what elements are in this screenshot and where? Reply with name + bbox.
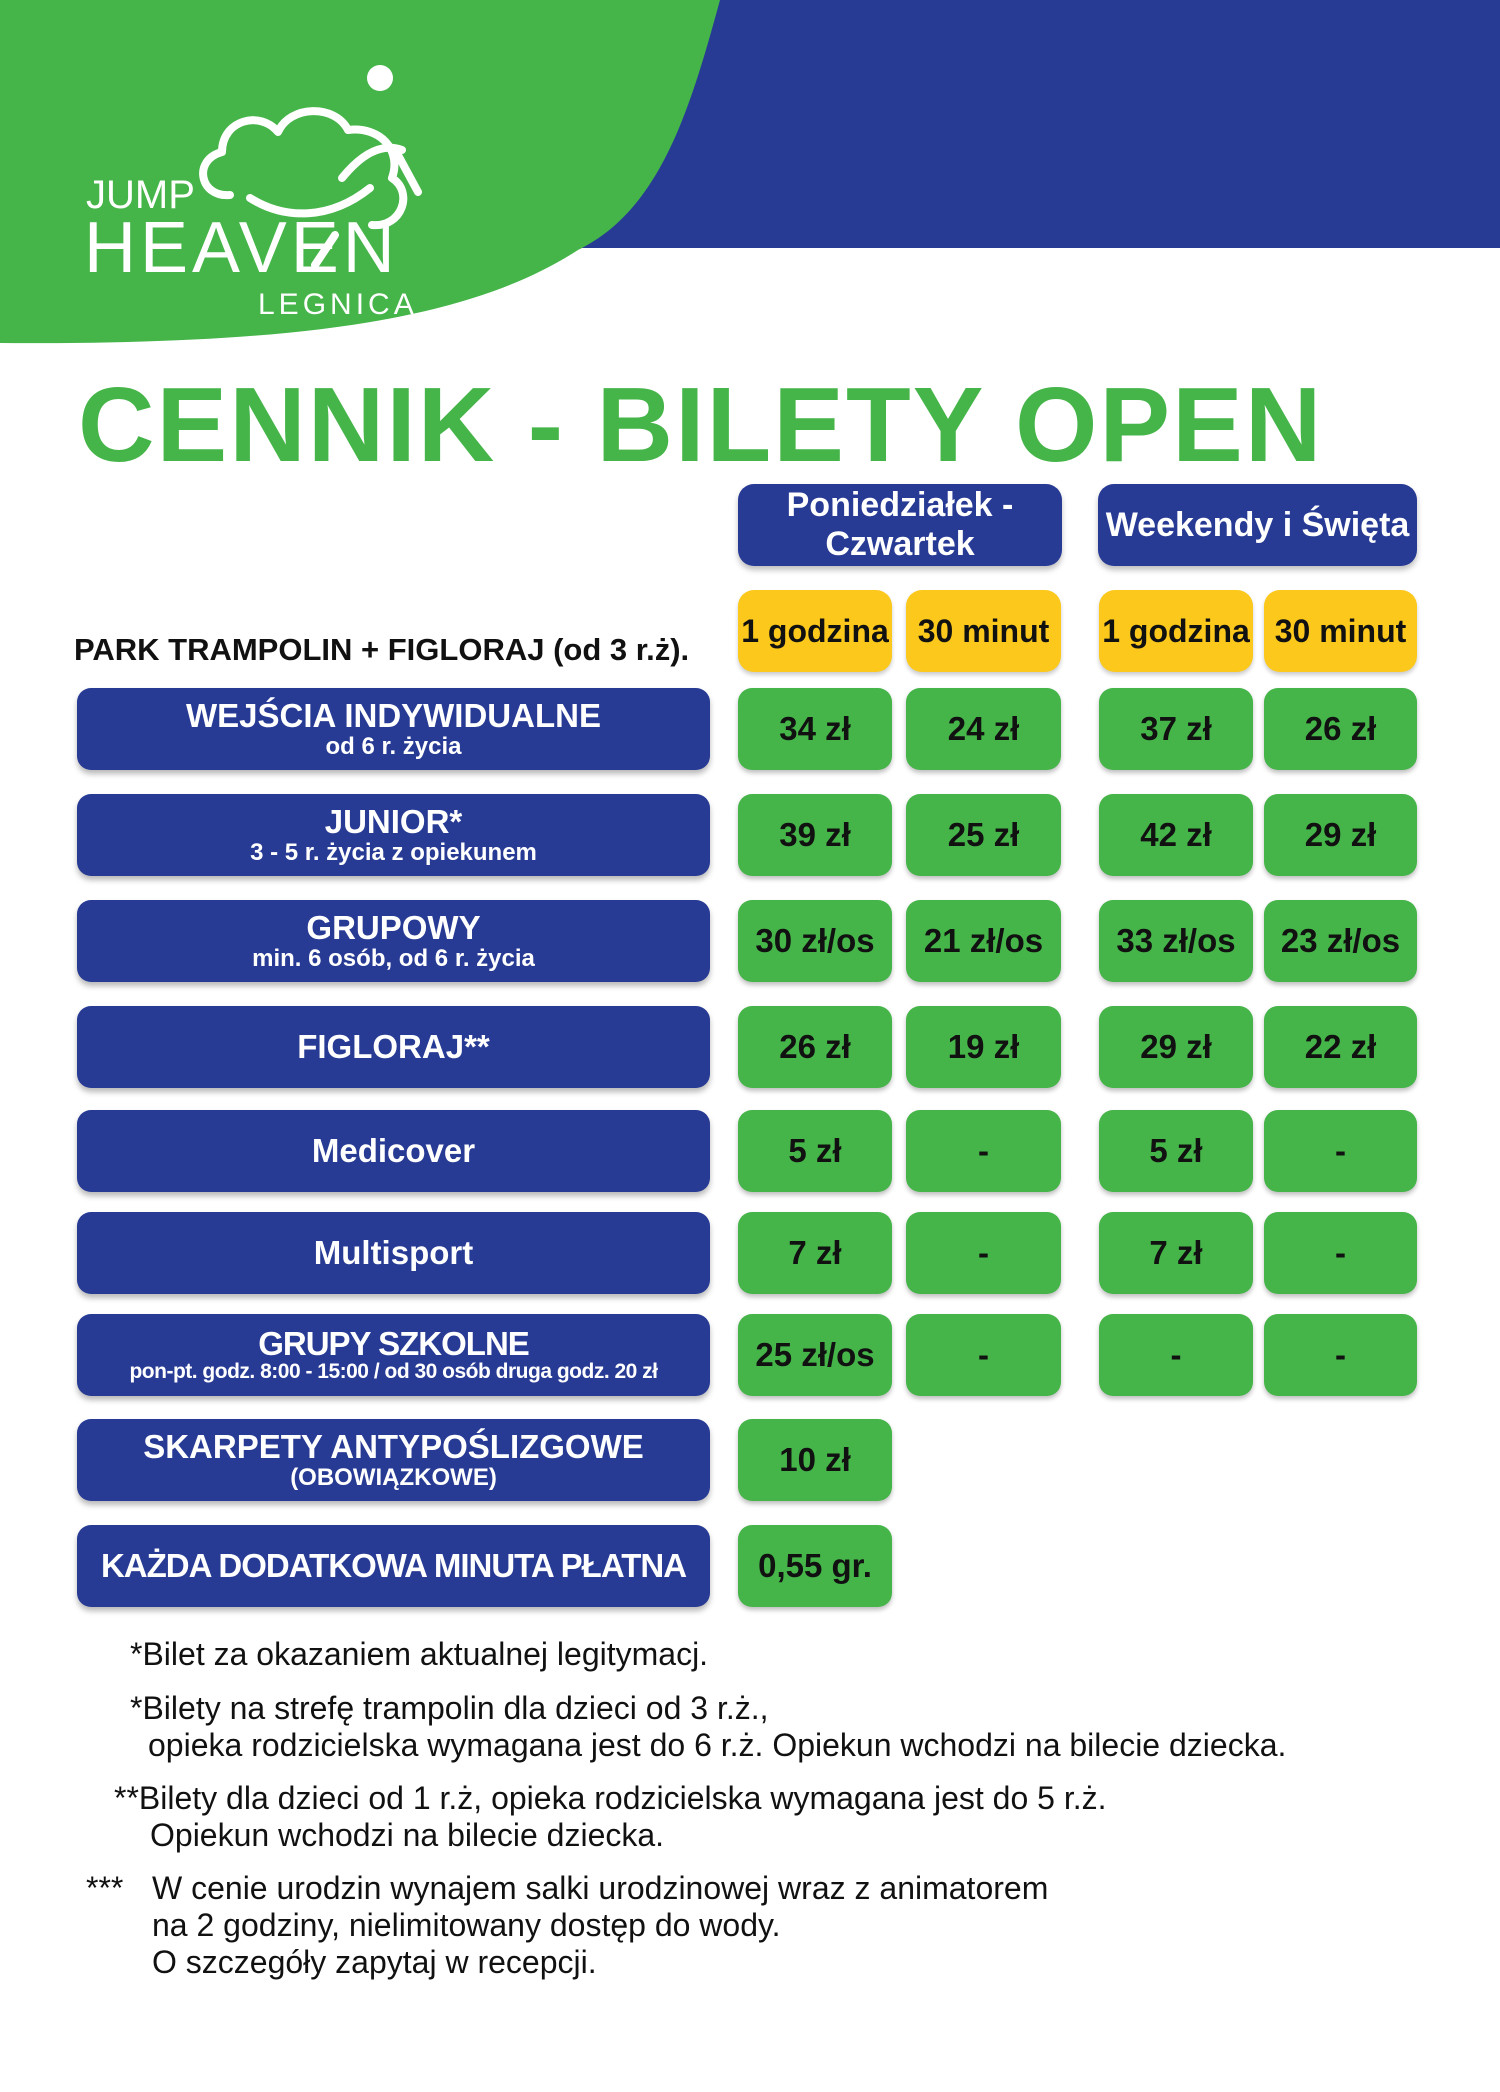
price-cell: 37 zł: [1099, 688, 1253, 770]
footnote-marker: *: [130, 1636, 143, 1672]
row-title: FIGLORAJ**: [297, 1028, 490, 1066]
cloud-jumper-icon: [80, 60, 480, 325]
footnote-text: O szczegóły zapytaj w recepcji.: [152, 1944, 597, 1981]
logo: [80, 60, 480, 330]
footnote: [130, 1690, 1286, 1764]
footnote-text: W cenie urodzin wynajem salki urodzinowej wraz z animatorem: [152, 1870, 1049, 1906]
row-label: [77, 1419, 710, 1501]
footnote-text: Bilety na strefę trampolin dla dzieci od 3 r.ż.,: [142, 1690, 769, 1726]
logo-legnica: LEGNICA: [258, 288, 418, 321]
footnote: [130, 1636, 708, 1673]
row-label: [77, 1212, 710, 1294]
footnote-text: Bilet za okazaniem aktualnej legitymacj.: [142, 1636, 709, 1672]
footnote-text: na 2 godziny, nielimitowany dostęp do wody.: [152, 1907, 781, 1944]
price-cell: -: [1264, 1314, 1417, 1396]
price-cell: 29 zł: [1264, 794, 1417, 876]
price-cell: 7 zł: [1099, 1212, 1253, 1294]
price-cell: 21 zł/os: [906, 900, 1061, 982]
day-header-weekends: Weekendy i Święta: [1098, 484, 1417, 566]
price-cell: -: [1099, 1314, 1253, 1396]
row-subtitle: (OBOWIĄZKOWE): [290, 1463, 497, 1491]
duration-header: 1 godzina: [738, 590, 892, 672]
price-cell: 19 zł: [906, 1006, 1061, 1088]
price-cell: -: [1264, 1110, 1417, 1192]
row-title: GRUPOWY: [306, 909, 481, 947]
row-title: Medicover: [311, 1132, 476, 1170]
price-cell: 26 zł: [1264, 688, 1417, 770]
price-cell: 33 zł/os: [1099, 900, 1253, 982]
page-title: CENNIK - BILETY OPEN: [78, 366, 1324, 484]
row-title: JUNIOR*: [324, 803, 463, 841]
row-label: [77, 794, 710, 876]
footnote-text: opieka rodzicielska wymagana jest do 6 r.ż. Opiekun wchodzi na bilecie dziecka.: [148, 1727, 1287, 1764]
price-cell: 10 zł: [738, 1419, 892, 1501]
price-cell: 7 zł: [738, 1212, 892, 1294]
section-label: PARK TRAMPOLIN + FIGLORAJ (od 3 r.ż).: [74, 632, 690, 667]
row-title: Multisport: [313, 1234, 474, 1272]
row-subtitle: pon-pt. godz. 8:00 - 15:00 / od 30 osób druga godz. 20 zł: [129, 1360, 658, 1384]
row-subtitle: min. 6 osób, od 6 r. życia: [252, 944, 535, 972]
price-cell: 25 zł: [906, 794, 1061, 876]
footnote: [86, 1870, 1048, 1981]
price-cell: 24 zł: [906, 688, 1061, 770]
price-cell: 26 zł: [738, 1006, 892, 1088]
footnote: [114, 1780, 1107, 1854]
row-label: [77, 1314, 710, 1396]
footnote-marker: ***: [86, 1870, 124, 1906]
footnote-text: Bilety dla dzieci od 1 r.ż, opieka rodzicielska wymagana jest do 5 r.ż.: [138, 1780, 1107, 1816]
row-label: [77, 1110, 710, 1192]
price-cell: 39 zł: [738, 794, 892, 876]
price-cell: 25 zł/os: [738, 1314, 892, 1396]
logo-heaven: HEAVEN: [84, 208, 399, 288]
footnote-marker: **: [114, 1780, 139, 1816]
footnote-text: Opiekun wchodzi na bilecie dziecka.: [150, 1817, 665, 1854]
price-cell: 5 zł: [1099, 1110, 1253, 1192]
row-label: [77, 900, 710, 982]
row-label: [77, 688, 710, 770]
duration-header: 1 godzina: [1099, 590, 1253, 672]
price-cell: -: [1264, 1212, 1417, 1294]
footnote-marker: *: [130, 1690, 143, 1726]
logo-jump: JUMP: [86, 173, 195, 217]
row-subtitle: od 6 r. życia: [325, 732, 462, 760]
row-title: WEJŚCIA INDYWIDUALNE: [186, 697, 601, 735]
row-label: [77, 1006, 710, 1088]
row-subtitle: 3 - 5 r. życia z opiekunem: [250, 838, 537, 866]
price-cell: 0,55 gr.: [738, 1525, 892, 1607]
price-cell: 42 zł: [1099, 794, 1253, 876]
price-cell: 23 zł/os: [1264, 900, 1417, 982]
day-header-weekdays: Poniedziałek - Czwartek: [738, 484, 1062, 566]
duration-header: 30 minut: [1264, 590, 1417, 672]
price-cell: -: [906, 1314, 1061, 1396]
price-cell: 29 zł: [1099, 1006, 1253, 1088]
row-title: KAŻDA DODATKOWA MINUTA PŁATNA: [100, 1547, 687, 1585]
row-title: SKARPETY ANTYPOŚLIZGOWE: [143, 1428, 644, 1466]
price-cell: -: [906, 1110, 1061, 1192]
row-label: [77, 1525, 710, 1607]
duration-header: 30 minut: [906, 590, 1061, 672]
price-cell: 22 zł: [1264, 1006, 1417, 1088]
price-cell: -: [906, 1212, 1061, 1294]
price-cell: 5 zł: [738, 1110, 892, 1192]
price-cell: 30 zł/os: [738, 900, 892, 982]
row-title: GRUPY SZKOLNE: [258, 1324, 529, 1362]
price-cell: 34 zł: [738, 688, 892, 770]
